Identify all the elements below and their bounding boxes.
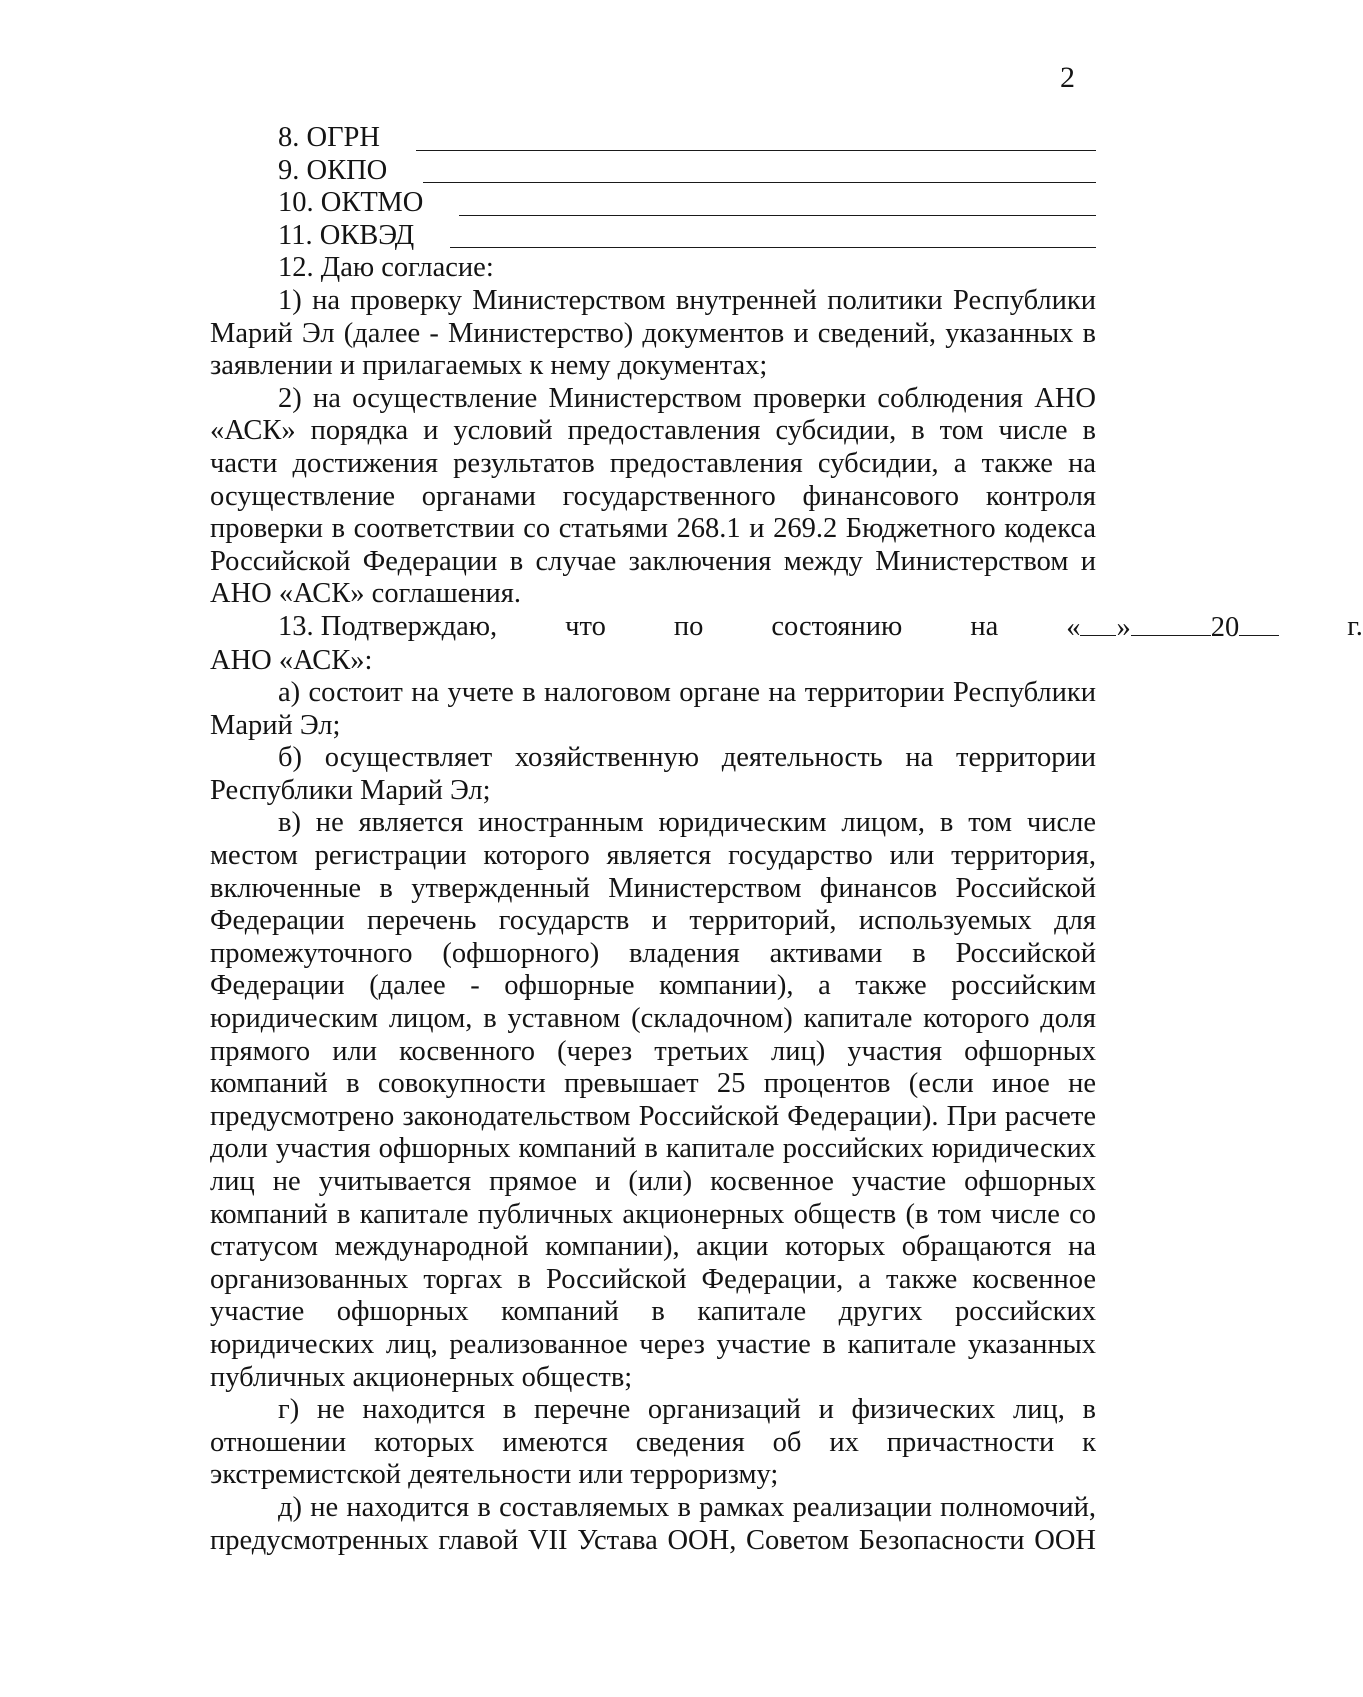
condition-v: в) не является иностранным юридическим лицом, в том числе местом регистрации которого является государство или территория, включенные в утвержденный Министерством финансов Российской Федерации перечень государств и территорий, используемых для промежуточного (офшорного) владения активами в Российской Федерации (далее - офшорные компании), а также российским юридическим лицом, в уставном (складочном) капитале которого доля прямого или косвенного (через третьих лиц) участия офшорных компаний в совокупности превышает 25 процентов (если иное не предусмотрено законодательством Российской Федерации). При расчете доли участия офшорных компаний в капитале российских юридических лиц не учитывается прямое и (или) косвенное участие офшорных компаний в капитале публичных акционерных обществ (в том числе со статусом международной компании), акции которых обращаются на организованных торгах в Российской Федерации, а также косвенное участие офшорных компаний в капитале других российских юридических лиц, реализованное через участие в капитале указанных публичных акционерных обществ;: [210, 807, 1096, 1393]
condition-d-line-1: д) не находится в составляемых в рамках реализации полномочий,: [278, 1491, 1096, 1523]
page-number: 2: [1060, 61, 1075, 94]
okved-blank-line[interactable]: [450, 247, 1096, 248]
year-prefix: 20: [1210, 611, 1240, 643]
oktmo-blank-line[interactable]: [459, 215, 1096, 216]
oktmo-label: 10. ОКТМО: [278, 187, 424, 219]
condition-b: б) осуществляет хозяйственную деятельность на территории Республики Марий Эл;: [210, 742, 1096, 806]
day-blank[interactable]: [1080, 611, 1116, 636]
condition-a: а) состоит на учете в налоговом органе на территории Республики Марий Эл;: [210, 677, 1096, 741]
ogrn-blank-line[interactable]: [416, 150, 1096, 151]
confirmation-paragraph: [210, 610, 1363, 677]
consent-item-2: 2) на осуществление Министерством проверки соблюдения АНО «АСК» порядка и условий предоставления субсидии, в том числе в части достижения результатов предоставления субсидии, а также на осуществление органами государственного финансового контроля проверки в соответствии со статьями 268.1 и 269.2 Бюджетного кодекса Российской Федерации в случае заключения между Министерством и АНО «АСК» соглашения.: [210, 382, 1096, 610]
okved-field: [210, 220, 1096, 253]
year-blank[interactable]: [1239, 611, 1279, 636]
condition-d-line-2: предусмотренных главой VII Устава ООН, Советом Безопасности ООН: [210, 1524, 1096, 1556]
consent-heading: 12. Даю согласие:: [278, 252, 494, 284]
condition-d: [210, 1492, 1096, 1557]
ogrn-label: 8. ОГРН: [278, 122, 380, 153]
confirmation-word: на: [970, 610, 999, 642]
quote-open: «: [1066, 611, 1081, 643]
document-body: [210, 122, 1363, 1557]
ogrn-field: [210, 122, 1096, 155]
confirmation-first-line: [210, 610, 1363, 645]
confirmation-word: что: [565, 610, 606, 642]
consent-item-1: 1) на проверку Министерством внутренней политики Республики Марий Эл (далее - Министерство) документов и сведений, указанных в заявлении и прилагаемых к нему документах;: [210, 284, 1096, 382]
confirmation-subject: АНО «АСК»:: [210, 644, 373, 676]
okpo-blank-line[interactable]: [423, 182, 1096, 183]
okpo-field: [210, 155, 1096, 188]
quote-close: »: [1116, 611, 1131, 643]
oktmo-field: [210, 187, 1096, 220]
condition-g: г) не находится в перечне организаций и физических лиц, в отношении которых имеются сведения об их причастности к экстремистской деятельности или терроризму;: [210, 1394, 1096, 1491]
confirmation-word: 13. Подтверждаю,: [278, 610, 498, 642]
month-blank[interactable]: [1131, 611, 1211, 636]
confirmation-word: по: [673, 610, 704, 642]
date-field: [998, 611, 1279, 645]
okved-label: 11. ОКВЭД: [278, 219, 415, 251]
confirmation-word: состоянию: [771, 610, 903, 642]
year-suffix: г.: [1347, 610, 1363, 642]
okpo-label: 9. ОКПО: [278, 154, 388, 186]
